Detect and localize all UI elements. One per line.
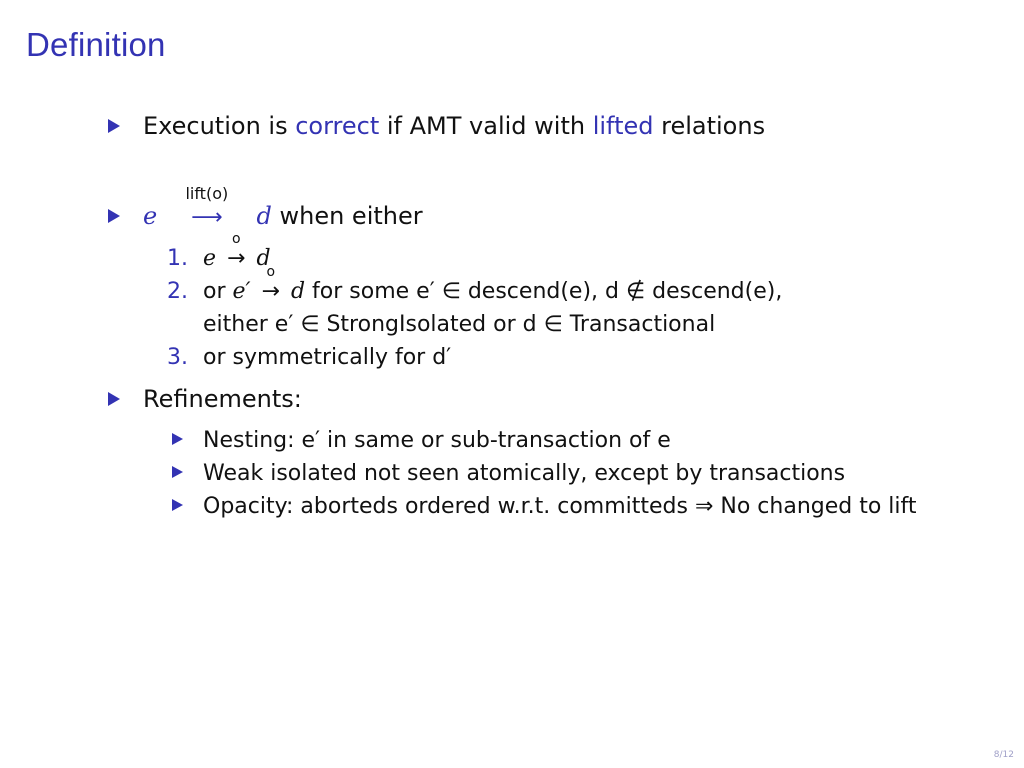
arrow-label: o bbox=[231, 231, 241, 247]
bullet1-text-2: if AMT valid with bbox=[379, 112, 593, 140]
var-e-prime: e′ bbox=[232, 279, 251, 304]
var-d: d bbox=[256, 246, 271, 271]
slide-title: Definition bbox=[26, 26, 166, 63]
keyword-lifted: lifted bbox=[592, 112, 654, 140]
enum-item-1 bbox=[167, 231, 271, 271]
var-d: d bbox=[290, 279, 306, 304]
bullet-execution-correct bbox=[143, 112, 765, 140]
bullet-triangle-icon bbox=[108, 119, 120, 133]
enum-item-2-or: or bbox=[203, 279, 233, 304]
bullet-triangle-icon bbox=[108, 209, 120, 223]
refinement-opacity: Opacity: aborteds ordered w.r.t. committeds ⇒ No changed to lift bbox=[203, 494, 917, 519]
bullet2-rest: when either bbox=[271, 202, 423, 230]
var-d: d bbox=[256, 202, 272, 230]
sub-bullet-triangle-icon bbox=[172, 466, 183, 478]
enum-number: 2. bbox=[167, 279, 188, 304]
bullet-refinements: Refinements: bbox=[143, 385, 302, 413]
bullet1-text-3: relations bbox=[653, 112, 766, 140]
enum-item-3 bbox=[167, 345, 451, 370]
enum-item-3-text: or symmetrically for d′ bbox=[203, 345, 452, 370]
refinement-nesting: Nesting: e′ in same or sub-transaction of e bbox=[203, 428, 671, 453]
arrow-label: o bbox=[266, 264, 276, 280]
var-e: e bbox=[203, 246, 217, 271]
enum-item-2-rest: for some e′ ∈ descend(e), d ∉ descend(e), bbox=[305, 279, 783, 304]
lift-arrow bbox=[171, 184, 243, 230]
bullet-triangle-icon bbox=[108, 392, 120, 406]
lift-arrow-label: lift(o) bbox=[185, 184, 229, 203]
page-number: 8/12 bbox=[993, 750, 1014, 760]
sub-bullet-triangle-icon bbox=[172, 433, 183, 445]
keyword-correct: correct bbox=[295, 112, 380, 140]
refinement-weak-isolated: Weak isolated not seen atomically, except by transactions bbox=[203, 461, 846, 486]
enum-number: 3. bbox=[167, 345, 188, 370]
o-arrow: o → bbox=[227, 231, 246, 271]
enum-item-2 bbox=[167, 264, 783, 304]
enum-number: 1. bbox=[167, 246, 188, 271]
o-arrow: o → bbox=[261, 264, 280, 304]
long-right-arrow-icon: ⟶ bbox=[191, 205, 223, 230]
bullet1-text-1: Execution is bbox=[143, 112, 296, 140]
sub-bullet-triangle-icon bbox=[172, 499, 183, 511]
enum-item-2-line2: either e′ ∈ StrongIsolated or d ∈ Transactional bbox=[203, 312, 716, 337]
bullet-lift-definition bbox=[143, 184, 423, 230]
var-e: e bbox=[143, 202, 158, 230]
